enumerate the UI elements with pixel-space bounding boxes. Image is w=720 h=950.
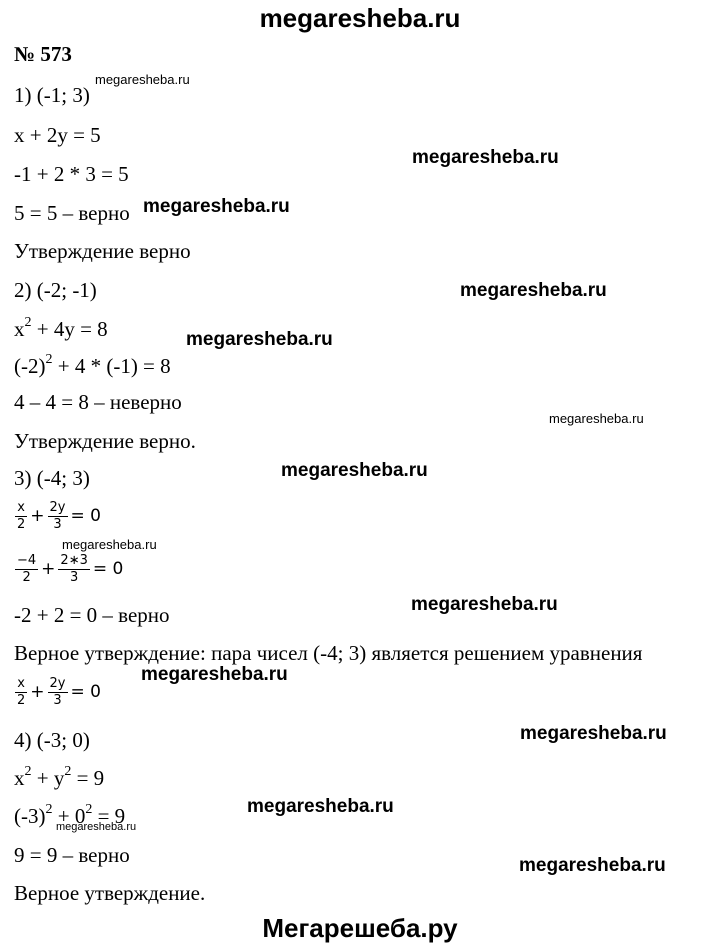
watermark: megaresheba.ru bbox=[281, 460, 428, 481]
item-4-substitution: $(-3)^2 + 0^2 = 9$ bbox=[14, 802, 126, 828]
watermark: megaresheba.ru bbox=[247, 796, 394, 817]
item-2-substitution: $(-2)^2 + 4 * (-1) = 8$ bbox=[14, 352, 171, 378]
item-3-equation-repeat: $\frac{x}{2}$ + $\frac{2y}{3}$ = 0 bbox=[17, 675, 101, 708]
item-4-conclusion: Верное утверждение. bbox=[14, 881, 206, 905]
watermark: megaresheba.ru bbox=[95, 72, 190, 87]
site-header[interactable]: megaresheba.ru bbox=[259, 3, 461, 33]
item-3-equation: $\frac{x}{2}$ + $\frac{2y}{3}$ = 0 bbox=[17, 499, 101, 532]
item-3-point: 3) (-4; 3) bbox=[14, 466, 90, 490]
item-3-conclusion: Верное утверждение: пара чисел (-4; 3) является решением уравнения bbox=[14, 641, 643, 665]
watermark: megaresheba.ru bbox=[520, 723, 667, 744]
item-3-substitution: $\frac{-4}{2}$ + $\frac{2∗3}{3}$ = 0 bbox=[17, 552, 124, 585]
item-1-conclusion: Утверждение верно bbox=[14, 239, 191, 263]
watermark: megaresheba.ru bbox=[186, 329, 333, 350]
watermark: megaresheba.ru bbox=[460, 280, 607, 301]
watermark: megaresheba.ru bbox=[411, 594, 558, 615]
problem-number: № 573 bbox=[14, 42, 72, 66]
watermark: megaresheba.ru bbox=[412, 147, 559, 168]
item-2-point: 2) (-2; -1) bbox=[14, 278, 97, 302]
watermark: megaresheba.ru bbox=[549, 411, 644, 426]
watermark: megaresheba.ru bbox=[143, 196, 290, 217]
watermark: megaresheba.ru bbox=[519, 855, 666, 876]
item-4-equation: $x^2 + y^2 = 9$ bbox=[14, 764, 105, 790]
site-footer[interactable]: Мегарешеба.ру bbox=[262, 913, 458, 943]
item-4-point: 4) (-3; 0) bbox=[14, 728, 90, 752]
item-1-equation: x + 2y = 5 bbox=[14, 123, 101, 147]
item-2-equation: $x^2 + 4y = 8$ bbox=[14, 315, 108, 341]
item-1-substitution: -1 + 2 * 3 = 5 bbox=[14, 162, 129, 186]
item-1-result: 5 = 5 – верно bbox=[14, 201, 130, 225]
item-3-result: -2 + 2 = 0 – верно bbox=[14, 603, 170, 627]
watermark: megaresheba.ru bbox=[141, 664, 288, 685]
item-2-result: 4 – 4 = 8 – неверно bbox=[14, 390, 182, 414]
item-1-point: 1) (-1; 3) bbox=[14, 83, 90, 107]
watermark: megaresheba.ru bbox=[56, 821, 137, 833]
item-2-conclusion: Утверждение верно. bbox=[14, 429, 196, 453]
item-4-result: 9 = 9 – верно bbox=[14, 843, 130, 867]
watermark: megaresheba.ru bbox=[62, 537, 157, 552]
